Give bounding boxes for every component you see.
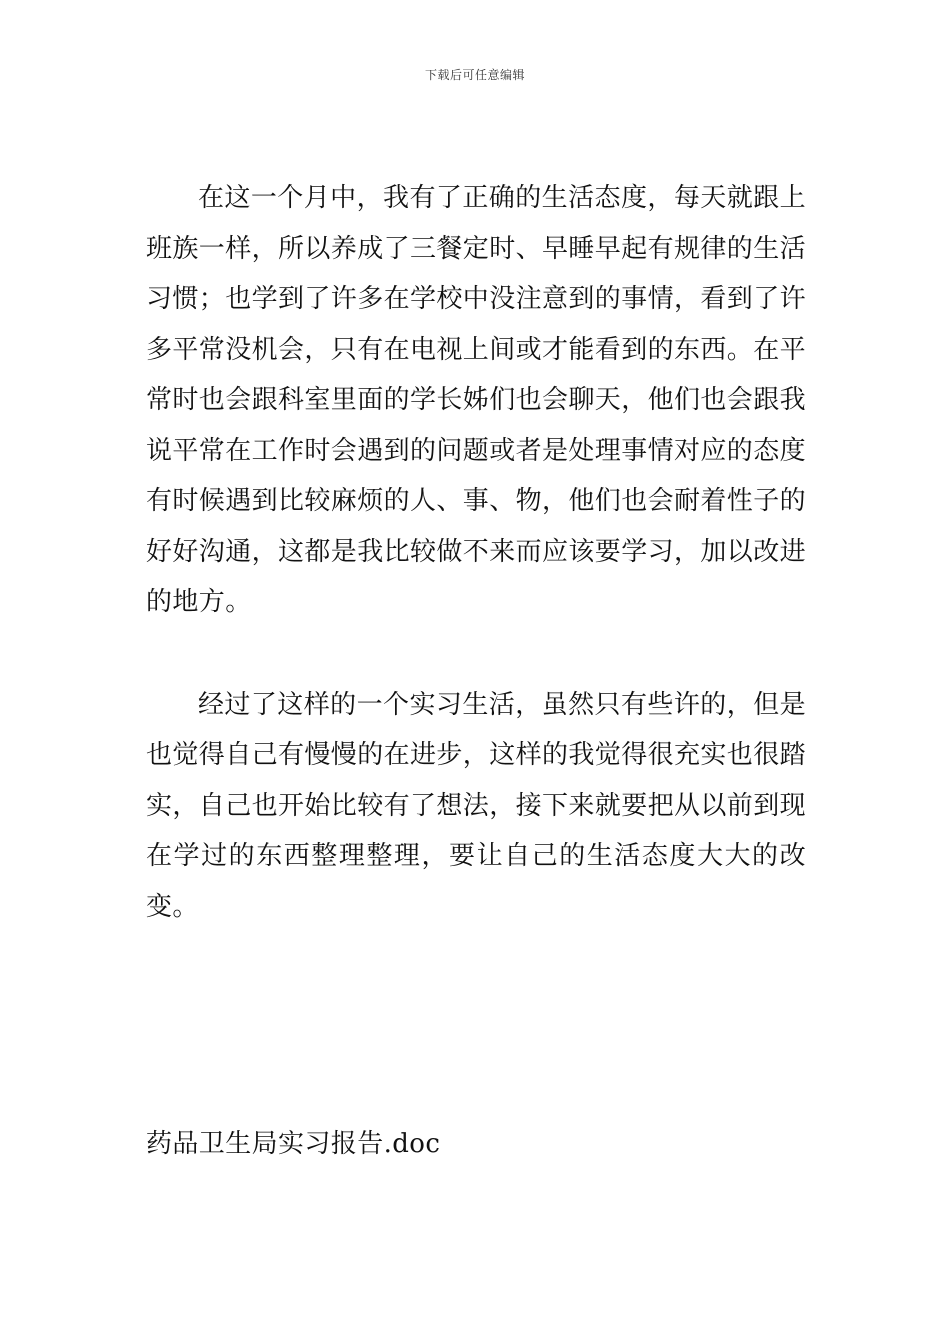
document-body: [146, 173, 806, 932]
page-header-note: 下载后可任意编辑: [424, 68, 525, 82]
body-paragraph-1: 在这一个月中，我有了正确的生活态度，每天就跟上班族一样，所以养成了三餐定时、早睡早起有规律的生活习惯；也学到了许多在学校中没注意到的事情，看到了许多平常没机会，只有在电视上间或才能看到的东西。在平常时也会跟科室里面的学长姊们也会聊天，他们也会跟我说平常在工作时会遇到的问题或者是处理事情对应的态度有时候遇到比较麻烦的人、事、物，他们也会耐着性子的好好沟通，这都是我比较做不来而应该要学习，加以改进的地方。: [146, 183, 807, 617]
body-paragraph-2: 经过了这样的一个实习生活，虽然只有些许的，但是也觉得自己有慢慢的在进步，这样的我觉得很充实也很踏实，自己也开始比较有了想法，接下来就要把从以前到现在学过的东西整理整理，要让自己的生活态度大大的改变。: [146, 689, 807, 922]
document-filename: 药品卫生局实习报告.doc: [146, 1129, 441, 1159]
